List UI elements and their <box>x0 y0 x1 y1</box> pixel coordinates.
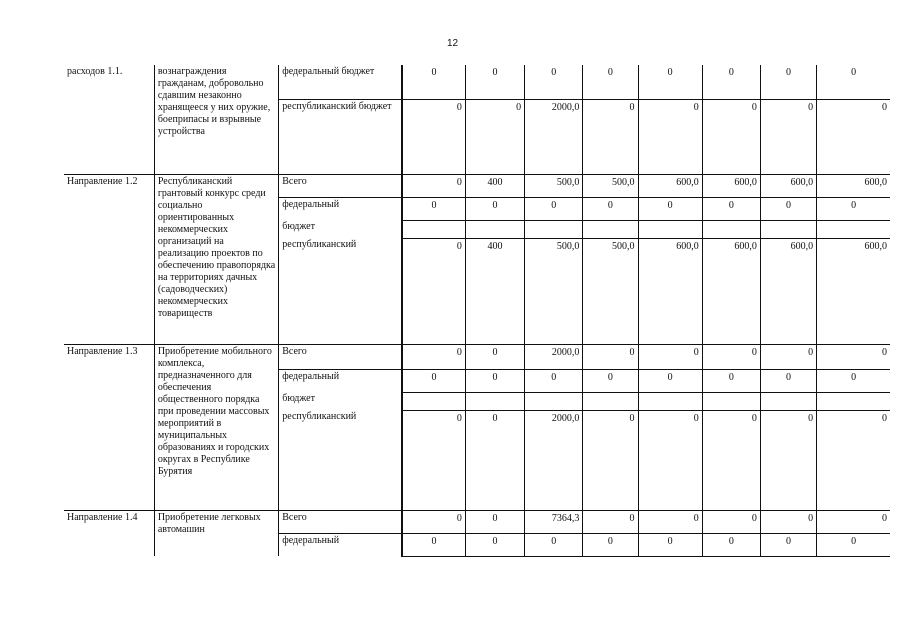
value-cell <box>638 392 702 410</box>
value-cell: 0 <box>760 534 816 557</box>
table-row <box>64 65 890 100</box>
value-cell <box>402 220 465 238</box>
value-cell: 0 <box>638 410 702 511</box>
value-cell: 400 <box>465 175 524 198</box>
value-cell: 0 <box>465 65 524 100</box>
value-cell: 0 <box>702 534 760 557</box>
value-cell: 0 <box>525 198 583 221</box>
value-cell <box>525 392 583 410</box>
value-cell: 0 <box>402 370 465 393</box>
value-cell <box>583 220 638 238</box>
value-cell: 500,0 <box>583 175 638 198</box>
value-cell: 500,0 <box>525 238 583 345</box>
value-cell: 0 <box>638 65 702 100</box>
value-cell: 0 <box>525 65 583 100</box>
value-cell: 0 <box>760 370 816 393</box>
value-cell: 0 <box>583 534 638 557</box>
value-cell: 0 <box>638 345 702 370</box>
value-cell: 0 <box>760 100 816 175</box>
value-cell: 0 <box>702 511 760 534</box>
value-cell: 0 <box>760 410 816 511</box>
value-cell: 0 <box>402 198 465 221</box>
value-cell: 0 <box>402 345 465 370</box>
value-cell <box>817 392 890 410</box>
funding-source-cell: Всего <box>279 345 402 370</box>
value-cell <box>702 220 760 238</box>
value-cell: 0 <box>402 410 465 511</box>
value-cell: 0 <box>465 345 524 370</box>
table-row <box>64 511 890 534</box>
value-cell: 0 <box>402 534 465 557</box>
value-cell <box>702 392 760 410</box>
value-cell: 0 <box>817 511 890 534</box>
value-cell: 0 <box>760 65 816 100</box>
measure-title-cell: Приобретение мобильного комплекса, предназначенного для обеспечения общественного порядка при проведении массовых мероприятий в муниципальных образованиях и городских округах в Республике Бурятия <box>154 345 278 511</box>
table-row <box>64 175 890 198</box>
value-cell: 0 <box>525 370 583 393</box>
value-cell: 0 <box>638 198 702 221</box>
value-cell <box>465 392 524 410</box>
page-number: 12 <box>446 38 459 49</box>
value-cell: 0 <box>817 410 890 511</box>
value-cell: 0 <box>583 100 638 175</box>
value-cell: 0 <box>583 511 638 534</box>
value-cell: 0 <box>760 511 816 534</box>
value-cell: 600,0 <box>638 238 702 345</box>
funding-source-cell: Всего <box>279 511 402 534</box>
value-cell <box>760 220 816 238</box>
value-cell: 500,0 <box>583 238 638 345</box>
budget-table <box>64 65 890 557</box>
direction-cell: Направление 1.4 <box>64 511 154 557</box>
value-cell <box>402 392 465 410</box>
funding-source-cell: республиканский <box>279 238 402 345</box>
value-cell: 0 <box>583 345 638 370</box>
value-cell: 0 <box>583 65 638 100</box>
value-cell: 0 <box>638 370 702 393</box>
measure-title-cell: Республиканский грантовый конкурс среди социально ориентированных некоммерческих организаций на реализацию проектов по обеспечению правопорядка на территориях дачных (садоводческих) некоммерческих товариществ <box>154 175 278 345</box>
value-cell: 0 <box>702 370 760 393</box>
funding-source-cell: Всего <box>279 175 402 198</box>
value-cell: 0 <box>638 534 702 557</box>
value-cell: 600,0 <box>817 238 890 345</box>
value-cell: 0 <box>702 65 760 100</box>
value-cell: 2000,0 <box>525 345 583 370</box>
table-row <box>64 345 890 370</box>
funding-source-cell: бюджет <box>279 392 402 410</box>
value-cell <box>817 220 890 238</box>
value-cell: 7364,3 <box>525 511 583 534</box>
value-cell: 2000,0 <box>525 410 583 511</box>
value-cell: 500,0 <box>525 175 583 198</box>
direction-cell: расходов 1.1. <box>64 65 154 175</box>
value-cell: 0 <box>465 198 524 221</box>
value-cell: 0 <box>702 345 760 370</box>
funding-source-cell: бюджет <box>279 220 402 238</box>
value-cell: 600,0 <box>760 175 816 198</box>
value-cell: 0 <box>702 198 760 221</box>
funding-source-cell: федеральный <box>279 198 402 221</box>
value-cell: 0 <box>817 65 890 100</box>
value-cell: 0 <box>402 65 465 100</box>
value-cell: 0 <box>817 100 890 175</box>
funding-source-cell: федеральный бюджет <box>279 65 402 100</box>
direction-cell: Направление 1.2 <box>64 175 154 345</box>
value-cell: 0 <box>638 100 702 175</box>
value-cell: 0 <box>583 198 638 221</box>
value-cell: 600,0 <box>817 175 890 198</box>
value-cell <box>583 392 638 410</box>
funding-source-cell: республиканский <box>279 410 402 511</box>
value-cell: 0 <box>817 345 890 370</box>
value-cell: 0 <box>638 511 702 534</box>
value-cell: 600,0 <box>760 238 816 345</box>
value-cell: 0 <box>702 410 760 511</box>
value-cell <box>465 220 524 238</box>
direction-cell: Направление 1.3 <box>64 345 154 511</box>
funding-source-cell: федеральный <box>279 534 402 557</box>
value-cell: 400 <box>465 238 524 345</box>
value-cell: 0 <box>760 345 816 370</box>
value-cell: 0 <box>817 198 890 221</box>
value-cell: 0 <box>465 511 524 534</box>
value-cell: 0 <box>465 100 524 175</box>
value-cell: 2000,0 <box>525 100 583 175</box>
value-cell: 0 <box>702 100 760 175</box>
value-cell: 600,0 <box>638 175 702 198</box>
value-cell: 0 <box>817 370 890 393</box>
funding-source-cell: федеральный <box>279 370 402 393</box>
value-cell: 0 <box>583 370 638 393</box>
measure-title-cell: вознаграждения гражданам, добровольно сдавшим незаконно хранящееся у них оружие, боеприпасы и взрывные устройства <box>154 65 278 175</box>
value-cell: 0 <box>402 238 465 345</box>
value-cell: 600,0 <box>702 175 760 198</box>
value-cell <box>638 220 702 238</box>
value-cell: 0 <box>465 534 524 557</box>
value-cell: 0 <box>817 534 890 557</box>
value-cell <box>760 392 816 410</box>
measure-title-cell: Приобретение легковых автомашин <box>154 511 278 557</box>
value-cell: 0 <box>402 100 465 175</box>
value-cell <box>525 220 583 238</box>
value-cell: 0 <box>525 534 583 557</box>
value-cell: 0 <box>402 511 465 534</box>
value-cell: 0 <box>465 410 524 511</box>
funding-source-cell: республиканский бюджет <box>279 100 402 175</box>
value-cell: 0 <box>583 410 638 511</box>
value-cell: 0 <box>402 175 465 198</box>
value-cell: 0 <box>465 370 524 393</box>
value-cell: 0 <box>760 198 816 221</box>
value-cell: 600,0 <box>702 238 760 345</box>
